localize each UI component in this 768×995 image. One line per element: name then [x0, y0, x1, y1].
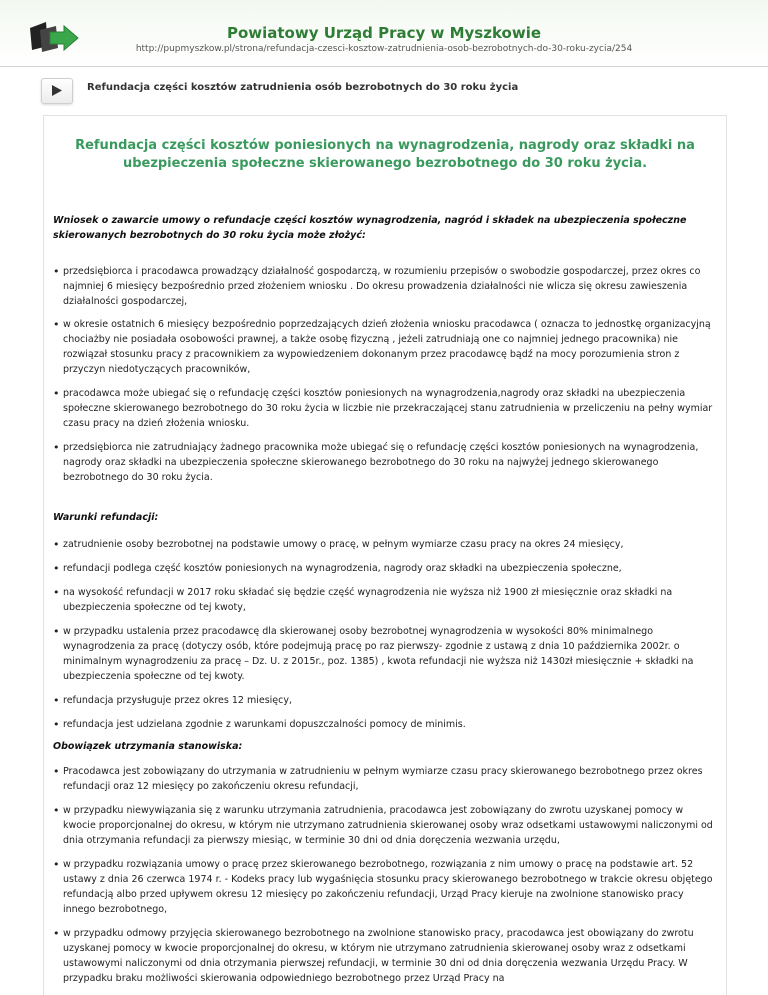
list-item: • w przypadku niewywiązania się z warunku utrzymania zatrudnienia, pracodawca jest zobowiązany do zwrotu uzyskanej pomocy w kwocie proporcjonalnej do okresu, w którym nie utrzymano zatrudnienia skierowanej osoby wraz odsetkami ustawowymi naliczonymi od dnia otrzymania refundacji za pierwszy miesiąc, w terminie 30 dni od dnia doręczenia wezwania urzędu, [53, 803, 717, 848]
obligation-heading: Obowiązek utrzymania stanowiska: [53, 741, 243, 752]
site-title[interactable]: Powiatowy Urząd Pracy w Myszkowie [226, 24, 542, 42]
site-header [0, 0, 768, 67]
list-item: • przedsiębiorca nie zatrudniający żadnego pracownika może ubiegać się o refundację części kosztów poniesionych na wynagrodzenia, nagrody oraz składki na ubezpieczenia społeczne skierowanego bezrobotnego do 30 roku na najwyżej jednego skierowanego bezrobotnego do 30 roku życia. [53, 440, 717, 485]
article-body [53, 116, 717, 986]
list-item: • na wysokość refundacji w 2017 roku składać się będzie część wynagrodzenia nie wyższa niż 1900 zł miesięcznie oraz składki na ubezpieczenia społeczne od tej kwoty, [53, 585, 717, 615]
article-intro: Wniosek o zawarcie umowy o refundacje części kosztów wynagrodzenia, nagród i składek na ubezpieczenia społeczne skierowanych bezrobotnych do 30 roku życia może złożyć: [53, 215, 687, 241]
conditions-heading: Warunki refundacji: [53, 512, 159, 523]
list-item: • w przypadku rozwiązania umowy o pracę przez skierowanego bezrobotnego, rozwiązania z nim umowy o pracę na podstawie art. 52 ustawy z dnia 26 czerwca 1974 r. - Kodeks pracy lub wygaśnięcia stosunku pracy skierowanego bezrobotnego w trakcie okresu objętego refundacją albo przed upływem okresu 12 miesięcy po zakończeniu refundacji, Urząd Pracy kieruje na zwolnione stanowisko pracy innego bezrobotnego, [53, 857, 717, 917]
list-item: • przedsiębiorca i pracodawca prowadzący działalność gospodarczą, w rozumieniu przepisów o swobodzie gospodarczej, przez okres co najmniej 6 miesięcy bezpośrednio przed złożeniem wniosku . Do okresu prowadzenia działalności nie wlicza się okresu zawieszenia działalności gospodarczej, [53, 264, 717, 309]
list-item: • refundacja przysługuje przez okres 12 miesięcy, [53, 693, 717, 708]
list-item: • w okresie ostatnich 6 miesięcy bezpośrednio poprzedzających dzień złożenia wniosku pracodawca ( oznacza to jednostkę organizacyjną chociażby nie posiadała osobowości prawnej, a także osobę fizyczną , jeżeli zatrudniają one co najmniej jednego pracownika) nie rozwiązał stosunku pracy z pracownikiem za wypowiedzeniem dokonanym przez pracodawcę bądź na mocy porozumienia stron z przyczyn niedotyczących pracowników, [53, 317, 717, 377]
list-item: • refundacja jest udzielana zgodnie z warunkami dopuszczalności pomocy de minimis. [53, 717, 717, 732]
breadcrumb-title: Refundacja części kosztów zatrudnienia osób bezrobotnych do 30 roku życia [87, 82, 519, 93]
list-item: • pracodawca może ubiegać się o refundację części kosztów poniesionych na wynagrodzenia,nagrody oraz składki na ubezpieczenia społeczne skierowanego bezrobotnego do 30 roku życia w liczbie nie przekraczającej stanu zatrudnienia w przeliczeniu na pełny wymiar czasu pracy na dzień złożenia wniosku. [53, 386, 717, 431]
eligible-list [53, 264, 717, 485]
page-url: http://pupmyszkow.pl/strona/refundacja-czesci-kosztow-zatrudnienia-osob-bezrobotnych-do-30-roku-zycia/254 [135, 44, 633, 54]
list-item: • zatrudnienie osoby bezrobotnej na podstawie umowy o pracę, w pełnym wymiarze czasu pracy na okres 24 miesięcy, [53, 537, 717, 552]
article-panel [43, 115, 727, 995]
list-item: • w przypadku odmowy przyjęcia skierowanego bezrobotnego na zwolnione stanowisko pracy, pracodawca jest obowiązany do zwrotu uzyskanej pomocy w kwocie proporcjonalnej do okresu, w którym nie utrzymano zatrudnienia skierowanej osoby wraz z odsetkami ustawowymi naliczonymi od dnia otrzymania pierwszej refundacji, w terminie 30 dni od dnia doręczenia wezwania Urzędu Pracy. W przypadku braku możliwości skierowania odpowiedniego bezrobotnego przez Urząd Pracy na [53, 926, 717, 986]
list-item: • w przypadku ustalenia przez pracodawcę dla skierowanej osoby bezrobotnej wynagrodzenia w wysokości 80% minimalnego wynagrodzenia za pracę (dotyczy osób, które podejmują pracę po raz pierwszy- zgodnie z ustawą z dnia 10 października 2002r. o minimalnym wynagrodzeniu za pracę – Dz. U. z 2015r., poz. 1385) , kwota refundacji nie wyższa niż 1430zł miesięcznie + składki na ubezpieczenia społeczne od tej kwoty. [53, 624, 717, 684]
list-item: • refundacji podlega część kosztów poniesionych na wynagrodzenia, nagrody oraz składki na ubezpieczenia społeczne, [53, 561, 717, 576]
breadcrumb-arrow-button[interactable] [41, 78, 73, 104]
article-title: Refundacja części kosztów poniesionych na wynagrodzenia, nagrody oraz składki na ubezpieczenia społeczne skierowanego bezrobotnego do 30 roku życia. [75, 138, 695, 171]
arrow-right-icon [52, 85, 62, 96]
obligations-list [53, 764, 717, 986]
breadcrumb [0, 67, 768, 113]
conditions-list [53, 537, 717, 732]
list-item: • Pracodawca jest zobowiązany do utrzymania w zatrudnieniu w pełnym wymiarze czasu pracy skierowanego bezrobotnego przez okres refundacji oraz 12 miesięcy po zakończeniu okresu refundacji, [53, 764, 717, 794]
